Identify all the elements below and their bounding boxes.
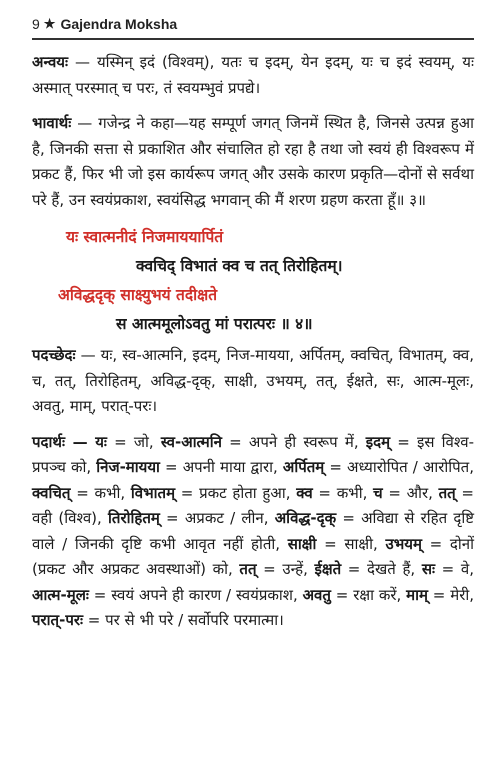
padartha-paragraph (32, 430, 474, 634)
gloss-term: पदार्थः — यः (32, 432, 107, 451)
gloss-term: माम् (406, 585, 428, 604)
gloss-meaning: = जो, (106, 432, 161, 451)
gloss-term: विभातम् (130, 483, 176, 502)
gloss-meaning: = वे, (435, 560, 474, 578)
gloss-term: स्व-आत्मनि (160, 432, 222, 451)
gloss-meaning: = अविद्या से रहित दृष्टि वाले / जिनकी दृष्टि कभी आवृत नहीं होती, (32, 509, 475, 553)
gloss-term: निज-मायया (96, 458, 160, 476)
gloss-meaning: = अपने ही स्वरूप में, (221, 432, 366, 451)
verse-line-4: स आत्ममूलोऽवतु मां परात्परः ॥ ४॥ (116, 315, 313, 333)
verse-line-3: अविद्धदृक् साक्ष्युभयं तदीक्षते (58, 286, 218, 304)
anvaya-text: — यस्मिन् इदं (विश्वम्), यतः च इदम्, येन इदम्, यः च इदं स्वयम्, यः अस्मात् परस्मात् च परः, तं स्वयम्भुवं प्रपद्ये। (32, 53, 474, 97)
gloss-meaning: = पर से भी परे / सर्वोपरि परमात्मा। (83, 611, 284, 629)
gloss-meaning: = अध्यारोपित / आरोपित, (324, 458, 474, 476)
anvaya-paragraph (32, 50, 474, 101)
star-icon: ★ (43, 16, 56, 31)
gloss-meaning: = देखते हैं, (341, 560, 422, 578)
header-rule (32, 38, 474, 40)
gloss-meaning: = रक्षा करें, (330, 585, 407, 604)
gloss-meaning: = अप्रकट / लीन, (159, 509, 275, 527)
gloss-meaning: = दोनों (प्रकट और अप्रकट अवस्थाओं) को, (32, 534, 474, 578)
gloss-term: तिरोहितम् (108, 509, 160, 527)
gloss-meaning: = कभी, (312, 483, 374, 502)
gloss-meaning: = साक्षी, (316, 534, 386, 553)
book-title: Gajendra Moksha (60, 16, 178, 32)
gloss-meaning: = उन्हें, (256, 560, 315, 578)
gloss-term: साक्षी (287, 534, 317, 553)
gloss-meaning: = अपनी माया द्वारा, (159, 458, 283, 476)
gloss-meaning: = कभी, (70, 483, 131, 502)
padaccheda-paragraph (32, 343, 474, 420)
gloss-meaning: = मेरी, (427, 585, 474, 604)
gloss-term: अवतु (302, 585, 331, 604)
gloss-meaning: = वही (विश्व), (32, 483, 474, 527)
gloss-meaning: = स्वयं अपने ही कारण / स्वयंप्रकाश, (88, 585, 303, 604)
gloss-meaning: = प्रकट होता हुआ, (175, 483, 297, 502)
padaccheda-label: पदच्छेदः (32, 346, 76, 364)
gloss-term: अर्पितम् (282, 458, 325, 476)
gloss-term: च (373, 483, 383, 502)
gloss-term: अविद्ध-दृक् (274, 509, 337, 527)
page-number: 9 (32, 16, 40, 32)
gloss-term: आत्म-मूलः (32, 585, 89, 604)
bhavartha-paragraph (32, 111, 474, 213)
gloss-term: सः (421, 560, 436, 578)
verse-line-2: क्वचिद् विभातं क्व च तत् तिरोहितम्। (136, 257, 343, 275)
bhavartha-text: — गजेन्द्र ने कहा—यह सम्पूर्ण जगत् जिनमें स्थित है, जिनसे उत्पन्न हुआ है, जिनकी सत्ता से प्रकाशित और संचालित हो रहा है तथा जो स्वयं ही विश्वरूप में प्रकट हैं, फिर भी जो इस कार्यरूप जगत् और उसके कारण प्रकृति—दोनों से सर्वथा परे हैं, उन स्वयंप्रकाश, स्वयंसिद्ध भगवान् की मैं शरण ग्रहण करता हूँ॥ ३॥ (32, 114, 474, 209)
verse-line-1: यः स्वात्मनीदं निजमाययार्पितं (66, 228, 224, 246)
gloss-term: तत् (438, 483, 456, 502)
anvaya-label: अन्वयः (32, 53, 69, 71)
gloss-term: ईक्षते (314, 560, 342, 578)
gloss-meaning: = इस विश्व-प्रपञ्च को, (32, 432, 475, 476)
gloss-term: क्व (296, 483, 313, 502)
gloss-term: उभयम् (385, 534, 422, 553)
gloss-term: इदम् (365, 432, 391, 451)
running-header (32, 14, 474, 34)
gloss-term: परात्-परः (32, 611, 84, 629)
shloka-verse (32, 223, 474, 339)
bhavartha-label: भावार्थः (32, 114, 72, 132)
gloss-term: क्वचित् (32, 483, 71, 502)
padaccheda-text: — यः, स्व-आत्मनि, इदम्, निज-मायया, अर्पितम्, क्वचित्, विभातम्, क्व, च, तत्, तिरोहितम्, अविद्ध-दृक्, साक्षी, उभयम्, तत्, ईक्षते, सः, आत्म-मूलः, अवतु, माम्, परात्-परः। (32, 346, 474, 415)
gloss-meaning: = और, (382, 483, 439, 502)
gloss-term: तत् (239, 560, 257, 578)
